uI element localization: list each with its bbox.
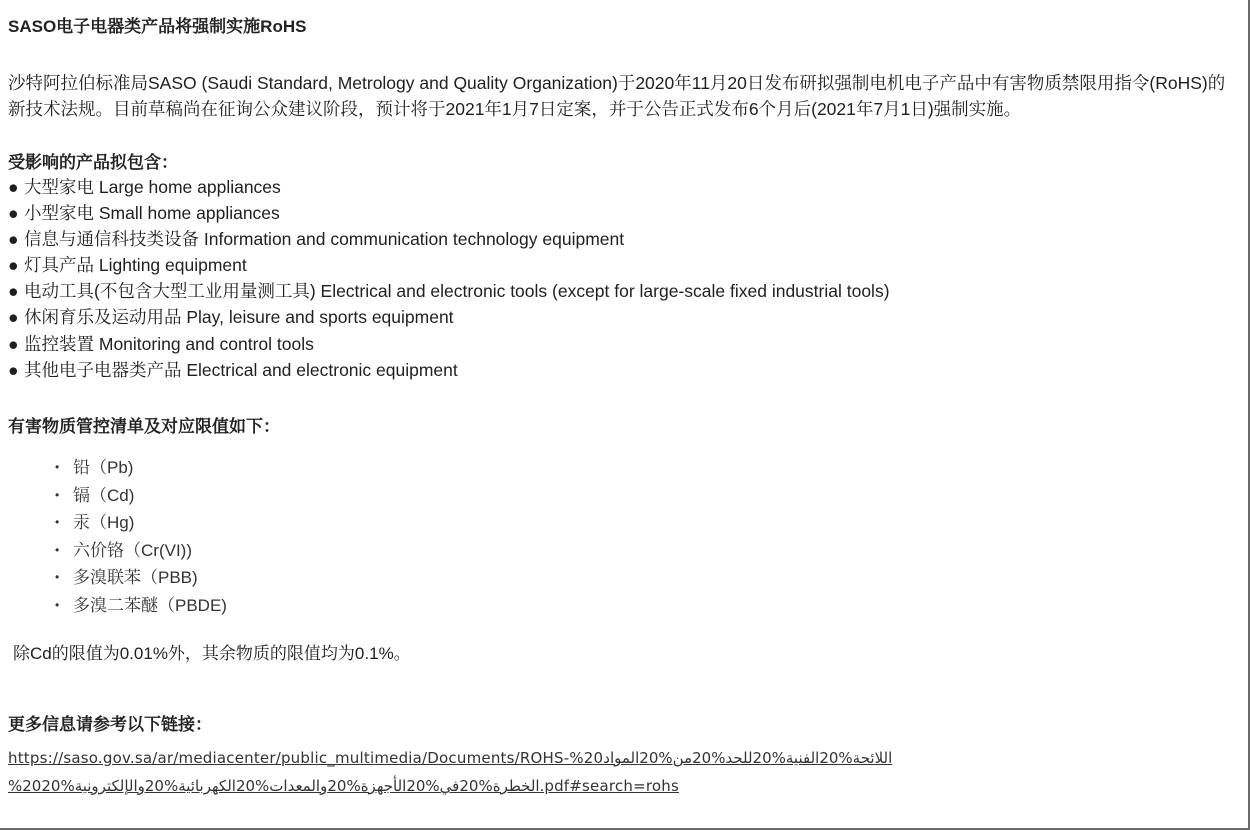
list-item bbox=[55, 564, 227, 592]
list-item bbox=[8, 252, 890, 278]
intro-paragraph: 沙特阿拉伯标准局SASO (Saudi Standard, Metrology and Quality Organization)于2020年11月20日发布研拟强制电机电子产品中有害物质禁限用指令(RoHS)的新技术法规。目前草稿尚在征询公众建议阶段，预计将于2021年1月7日定案，并于公告正式发布6个月后(2021年7月1日)强制实施。 bbox=[8, 73, 1226, 119]
bullet-icon: ● bbox=[8, 307, 19, 328]
product-label: 监控装置 Monitoring and control tools bbox=[24, 333, 314, 354]
bullet-icon: • bbox=[55, 487, 60, 502]
product-label: 其他电子电器类产品 Electrical and electronic equipment bbox=[24, 359, 458, 380]
more-info-heading: 更多信息请参考以下链接： bbox=[8, 715, 212, 734]
bullet-icon: • bbox=[55, 542, 60, 557]
substance-label: 镉（Cd) bbox=[73, 485, 135, 505]
bullet-icon: ● bbox=[8, 359, 19, 380]
product-label: 休闲育乐及运动用品 Play, leisure and sports equipment bbox=[24, 307, 454, 328]
list-item bbox=[55, 537, 227, 565]
bullet-icon: ● bbox=[8, 333, 19, 354]
list-item bbox=[8, 304, 890, 330]
bullet-icon: ● bbox=[8, 177, 19, 197]
bullet-icon: • bbox=[55, 460, 60, 474]
list-item bbox=[8, 331, 890, 357]
document-title: SASO电子电器类产品将强制实施RoHS bbox=[8, 17, 307, 36]
substances-list bbox=[55, 454, 227, 620]
list-item bbox=[8, 200, 890, 226]
product-label: 电动工具(不包含大型工业用量测工具) Electrical and electronic tools (except for large-scale fixed industrial tools) bbox=[24, 281, 890, 302]
substance-label: 汞（Hg) bbox=[73, 513, 135, 533]
list-item bbox=[55, 509, 227, 537]
list-item bbox=[55, 454, 227, 482]
substance-label: 多溴联苯（PBB) bbox=[73, 568, 198, 588]
bullet-icon: • bbox=[55, 570, 60, 585]
product-label: 大型家电 Large home appliances bbox=[24, 177, 281, 197]
substance-label: 铅（Pb) bbox=[73, 458, 134, 477]
saso-document-link[interactable] bbox=[8, 744, 908, 800]
substance-label: 多溴二苯醚（PBDE) bbox=[73, 595, 227, 615]
link-line-1[interactable]: https://saso.gov.sa/ar/mediacenter/public_multimedia/Documents/ROHS-%20اللائحة%20الفنية%20للحد%20من%20المواد bbox=[8, 749, 893, 767]
list-item bbox=[8, 174, 890, 200]
bullet-icon: • bbox=[55, 597, 60, 612]
substance-label: 六价铬（Cr(VI)) bbox=[73, 540, 192, 560]
bullet-icon: ● bbox=[8, 203, 19, 224]
limit-note: 除Cd的限值为0.01%外，其余物质的限值均为0.1%。 bbox=[13, 644, 411, 663]
products-list bbox=[8, 174, 890, 383]
substances-heading: 有害物质管控清单及对应限值如下： bbox=[8, 417, 280, 436]
product-label: 灯具产品 Lighting equipment bbox=[24, 255, 247, 276]
list-item bbox=[8, 278, 890, 304]
list-item bbox=[8, 357, 890, 383]
bullet-icon: • bbox=[55, 515, 60, 530]
product-label: 信息与通信科技类设备 Information and communication technology equipment bbox=[24, 229, 625, 250]
bullet-icon: ● bbox=[8, 255, 19, 276]
bullet-icon: ● bbox=[8, 281, 19, 302]
bullet-icon: ● bbox=[8, 229, 19, 250]
list-item bbox=[8, 226, 890, 252]
list-item bbox=[55, 482, 227, 510]
list-item bbox=[55, 592, 227, 620]
product-label: 小型家电 Small home appliances bbox=[24, 203, 280, 224]
products-heading: 受影响的产品拟包含： bbox=[8, 153, 178, 172]
link-line-2[interactable]: %20الخطرة%20في%20الأجهزة%20والمعدات%20الكهربائية%20والإلكترونية%20.pdf#search=rohs bbox=[8, 777, 679, 795]
